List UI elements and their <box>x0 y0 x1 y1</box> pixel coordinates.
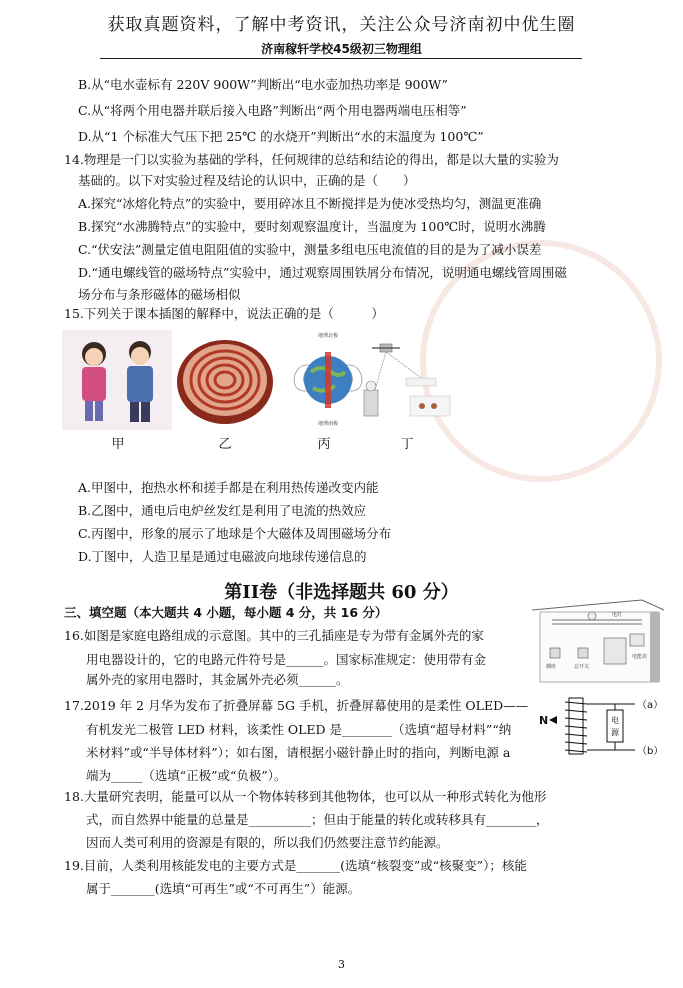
q18-line-3: 因而人类可利用的资源是有限的，所以我们仍然要注意节约能源。 <box>86 835 449 850</box>
power-source-label-2: 源 <box>611 728 619 737</box>
earth-magnetic-field-illustration <box>283 328 373 428</box>
power-source-label-1: 电 <box>611 716 619 725</box>
house-circuit-diagram <box>532 598 672 686</box>
stove-coil-illustration <box>175 332 275 427</box>
q17-line-1: 17.2019 年 2 月华为发布了折叠屏幕 5G 手机，折叠屏幕使用的是柔性 OLED—— <box>64 698 529 713</box>
label-socket: 插座 <box>546 664 557 670</box>
q19-line-1: 19.目前，人类利用核能发电的主要方式是_______(选填“核裂变”或“核聚变”）；核能 <box>64 858 527 873</box>
q13-option-b: B.从“电水壶标有 220V 900W”判断出“电水壶加热功率是 900W” <box>78 77 448 92</box>
earth-label-north: 地理北极 <box>317 333 339 339</box>
school-header: 济南稼轩学校45级初三物理组 <box>261 42 422 56</box>
q15-option-c: C.丙图中，形象的展示了地球是个大磁体及周围磁场分布 <box>78 526 392 541</box>
page-number: 3 <box>338 958 345 971</box>
terminal-a-label: （a） <box>637 700 664 711</box>
q18-line-1: 18.大量研究表明，能量可以从一个物体转移到其他物体，也可以从一种形式转化为他形 <box>64 789 547 804</box>
earth-label-south: 地理南极 <box>317 421 339 427</box>
q14-option-c: C.“伏安法”测量定值电阻阻值的实验中，测量多组电压电流值的目的是为了减小误差 <box>78 242 542 257</box>
q16-line-3: 属外壳的家用电器时，其金属外壳必须______。 <box>86 672 349 687</box>
q18-line-2: 式，而自然界中能量的总量是__________；但由于能量的转化或转移具有________， <box>86 812 549 827</box>
top-banner: 获取真题资料，了解中考资讯，关注公众号济南初中优生圈 <box>107 15 576 35</box>
part-two-title: 第II卷（非选择题共 60 分） <box>224 582 459 603</box>
q17-line-4: 端为_____（选填“正极”或“负极”）。 <box>86 768 287 783</box>
q14-stem-2: 基础的。以下对实验过程及结论的认识中，正确的是（ ） <box>78 173 416 188</box>
kids-illustration <box>62 330 172 430</box>
q14-stem-1: 14.物理是一门以实验为基础的学科，任何规律的总结和结论的得出，都是以大量的实验为 <box>64 152 559 167</box>
q15-stem: 15.下列关于课本插图的解释中，说法正确的是（ ） <box>64 306 384 321</box>
q14-option-d: D.“通电螺线管的磁场特点”实验中，通过观察周围铁屑分布情况，说明通电螺线管周围磁 <box>78 265 567 280</box>
q16-line-2: 用电器设计的，它的电路元件符号是______。国家标准规定：使用带有金 <box>86 652 487 667</box>
q17-line-2: 有机发光二极管 LED 材料，该柔性 OLED 是________（选填“超导材料”“纳 <box>86 722 512 737</box>
caption-jia: 甲 <box>111 437 125 452</box>
q13-option-c: C.从“将两个用电器并联后接入电路”判断出“两个用电器两端电压相等” <box>78 103 467 118</box>
compass-n-label: N <box>539 714 549 727</box>
q14-option-d-cont: 场分布与条形磁体的磁场相似 <box>78 287 241 302</box>
q15-option-b: B.乙图中，通电后电炉丝发红是利用了电流的热效应 <box>78 503 367 518</box>
terminal-b-label: （b） <box>637 746 664 757</box>
q17-line-3: 米材料”或“半导体材料”）；如右图，请根据小磁针静止时的指向，判断电源 a <box>86 745 511 760</box>
label-main-switch: 总开关 <box>574 664 590 670</box>
q14-option-a: A.探究“冰熔化特点”的实验中，要用碎冰且不断搅拌是为使冰受热均匀，测温更准确 <box>78 196 542 211</box>
solenoid-circuit-diagram <box>535 690 675 760</box>
q13-option-d: D.从“1 个标准大气压下把 25℃ 的水烧开”判断出“水的末温度为 100℃” <box>78 129 484 144</box>
q19-line-2: 属于_______(选填“可再生”或“不可再生”）能源。 <box>86 881 361 896</box>
q16-line-1: 16.如图是家庭电路组成的示意图。其中的三孔插座是专为带有金属外壳的家 <box>64 628 484 643</box>
caption-ding: 丁 <box>400 437 414 452</box>
compass-needle-icon <box>549 716 557 724</box>
satellite-illustration <box>362 340 457 430</box>
section-three-heading: 三、填空题（本大题共 4 小题，每小题 4 分，共 16 分） <box>64 605 388 620</box>
label-meter: 电能表 <box>632 654 648 660</box>
header-divider <box>100 58 582 59</box>
q15-option-a: A.甲图中，抱热水杯和搓手都是在利用热传递改变内能 <box>78 480 379 495</box>
label-lamp: 电灯 <box>612 612 623 618</box>
q15-option-d: D.丁图中，人造卫星是通过电磁波向地球传递信息的 <box>78 549 367 564</box>
q14-option-b: B.探究“水沸腾特点”的实验中，要时刻观察温度计，当温度为 100℃时，说明水沸腾 <box>78 219 546 234</box>
caption-bing: 丙 <box>317 437 331 452</box>
caption-yi: 乙 <box>218 437 232 452</box>
